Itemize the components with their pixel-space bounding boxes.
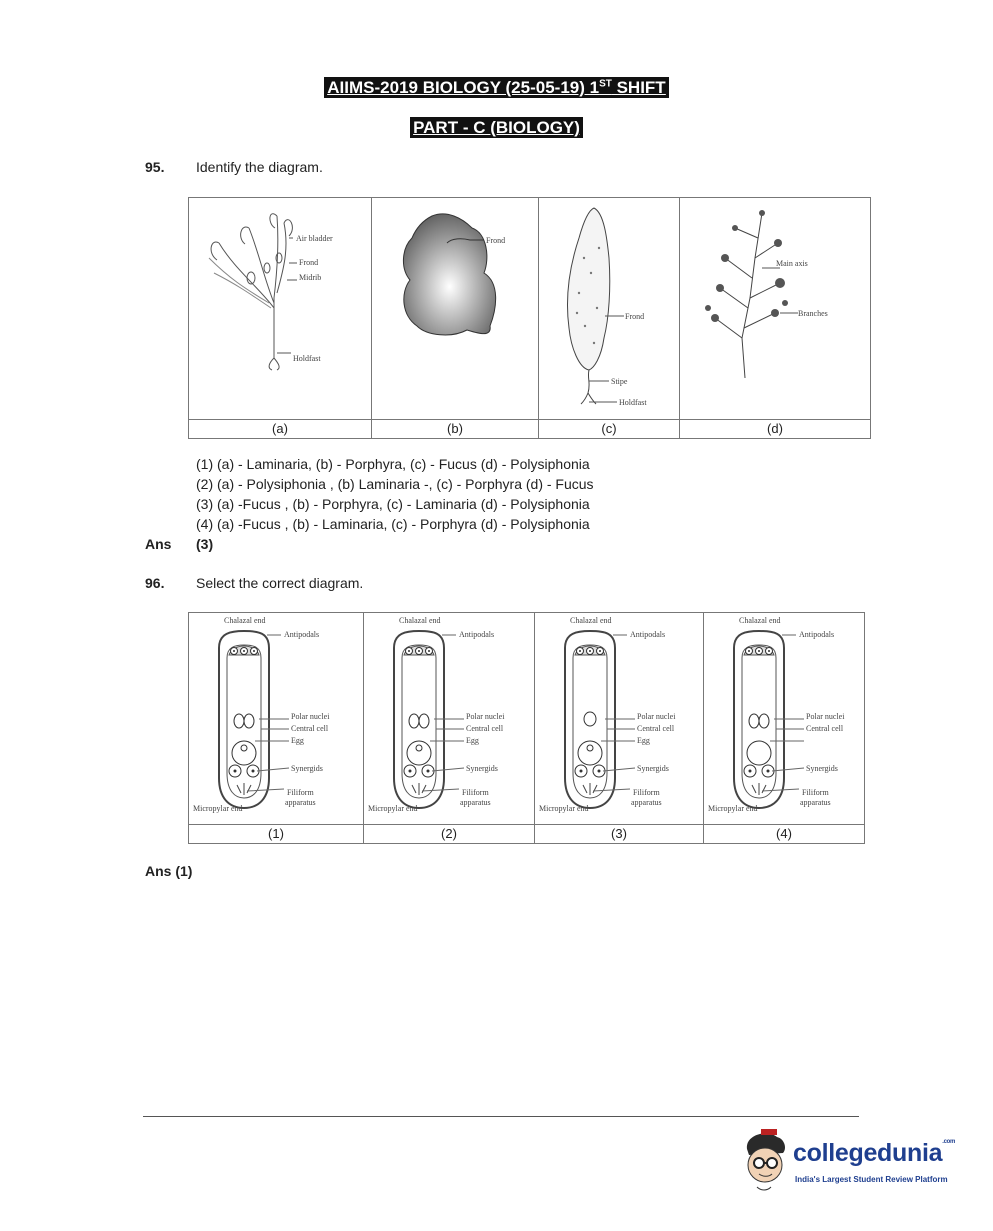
sac-label-polar: Polar nuclei — [291, 712, 330, 721]
footer-logo[interactable] — [737, 1127, 967, 1197]
sac-label-polar: Polar nuclei — [806, 712, 845, 721]
sac-figure-3 — [535, 613, 704, 825]
label-frond: Frond — [486, 236, 506, 245]
label-branches: Branches — [798, 309, 828, 318]
option-3[interactable]: (3) (a) -Fucus , (b) - Porphyra, (c) - Laminaria (d) - Polysiphonia — [196, 496, 590, 512]
sac-label-synergids: Synergids — [291, 764, 323, 773]
caption-1: (1) — [189, 825, 364, 844]
sac-label-antipodals: Antipodals — [284, 630, 320, 639]
caption-d: (d) — [680, 420, 871, 439]
embryo-sac-drawing — [364, 613, 534, 819]
sac-label-filiform2: apparatus — [631, 798, 662, 807]
sac-label-synergids: Synergids — [466, 764, 498, 773]
sac-label-synergids: Synergids — [806, 764, 838, 773]
sac-label-micropylar: Micropylar end — [193, 804, 243, 813]
sac-label-antipodals: Antipodals — [799, 630, 835, 639]
porphyra-drawing — [372, 198, 538, 414]
sac-label-micropylar: Micropylar end — [708, 804, 758, 813]
caption-3: (3) — [535, 825, 704, 844]
sac-label-micropylar: Micropylar end — [539, 804, 589, 813]
sac-figure-1 — [189, 613, 364, 825]
option-1[interactable]: (1) (a) - Laminaria, (b) - Porphyra, (c) - Fucus (d) - Polysiphonia — [196, 456, 590, 472]
sac-label-chalazal: Chalazal end — [570, 616, 612, 625]
sac-label-egg: Egg — [637, 736, 650, 745]
sac-label-filiform2: apparatus — [800, 798, 831, 807]
embryo-sac-figure-table — [188, 612, 865, 844]
label-stipe: Stipe — [611, 377, 628, 386]
sac-label-chalazal: Chalazal end — [739, 616, 781, 625]
sac-label-central: Central cell — [806, 724, 844, 733]
answer-value: (3) — [196, 536, 214, 552]
figure-d — [680, 198, 871, 420]
label-frond: Frond — [299, 258, 319, 267]
question-number: 96. — [145, 575, 165, 591]
sac-label-filiform1: Filiform — [287, 788, 314, 797]
sac-label-micropylar: Micropylar end — [368, 804, 418, 813]
sac-label-filiform1: Filiform — [462, 788, 489, 797]
sac-figure-2 — [364, 613, 535, 825]
caption-c: (c) — [539, 420, 680, 439]
label-frond: Frond — [625, 312, 645, 321]
laminaria-drawing — [539, 198, 679, 414]
question-number: 95. — [145, 159, 165, 175]
label-main-axis: Main axis — [776, 259, 808, 268]
page-title: AIIMS-2019 BIOLOGY (25-05-19) 1ST SHIFT — [0, 78, 993, 98]
sac-label-filiform2: apparatus — [285, 798, 316, 807]
question-text: Select the correct diagram. — [196, 575, 364, 591]
label-midrib: Midrib — [299, 273, 322, 282]
sac-label-filiform2: apparatus — [460, 798, 491, 807]
mascot-icon — [737, 1127, 793, 1193]
brand-name: collegedunia$^{.com}$ — [793, 1139, 956, 1167]
caption-4: (4) — [704, 825, 865, 844]
sac-label-central: Central cell — [637, 724, 675, 733]
option-4[interactable]: (4) (a) -Fucus , (b) - Laminaria, (c) - Porphyra (d) - Polysiphonia — [196, 516, 590, 532]
embryo-sac-drawing — [189, 613, 363, 819]
part-title: PART - C (BIOLOGY) — [0, 118, 993, 138]
footer-divider — [143, 1116, 859, 1117]
brand-tagline: India's Largest Student Review Platform — [795, 1175, 948, 1184]
polysiphonia-drawing — [680, 198, 870, 414]
figure-a — [189, 198, 372, 420]
sac-label-central: Central cell — [466, 724, 504, 733]
label-holdfast: Holdfast — [293, 354, 321, 363]
sac-label-antipodals: Antipodals — [459, 630, 495, 639]
sac-figure-4 — [704, 613, 865, 825]
caption-2: (2) — [364, 825, 535, 844]
sac-label-polar: Polar nuclei — [466, 712, 505, 721]
figure-c — [539, 198, 680, 420]
label-holdfast: Holdfast — [619, 398, 647, 407]
embryo-sac-drawing — [704, 613, 864, 819]
options-list — [196, 454, 594, 534]
sac-label-antipodals: Antipodals — [630, 630, 666, 639]
caption-a: (a) — [189, 420, 372, 439]
algae-figure-table — [188, 197, 871, 439]
question-text: Identify the diagram. — [196, 159, 323, 175]
sac-label-filiform1: Filiform — [633, 788, 660, 797]
sac-label-filiform1: Filiform — [802, 788, 829, 797]
answer-label: Ans — [145, 536, 172, 552]
embryo-sac-drawing — [535, 613, 703, 819]
sac-label-egg: Egg — [291, 736, 304, 745]
caption-b: (b) — [372, 420, 539, 439]
sac-label-egg: Egg — [466, 736, 479, 745]
option-2[interactable]: (2) (a) - Polysiphonia , (b) Laminaria -, (c) - Porphyra (d) - Fucus — [196, 476, 594, 492]
answer-label: Ans (1) — [145, 863, 193, 879]
sac-label-chalazal: Chalazal end — [399, 616, 441, 625]
fucus-drawing — [189, 198, 371, 414]
sac-label-chalazal: Chalazal end — [224, 616, 266, 625]
sac-label-polar: Polar nuclei — [637, 712, 676, 721]
label-air-bladder: Air bladder — [296, 234, 333, 243]
sac-label-central: Central cell — [291, 724, 329, 733]
figure-b — [372, 198, 539, 420]
sac-label-synergids: Synergids — [637, 764, 669, 773]
